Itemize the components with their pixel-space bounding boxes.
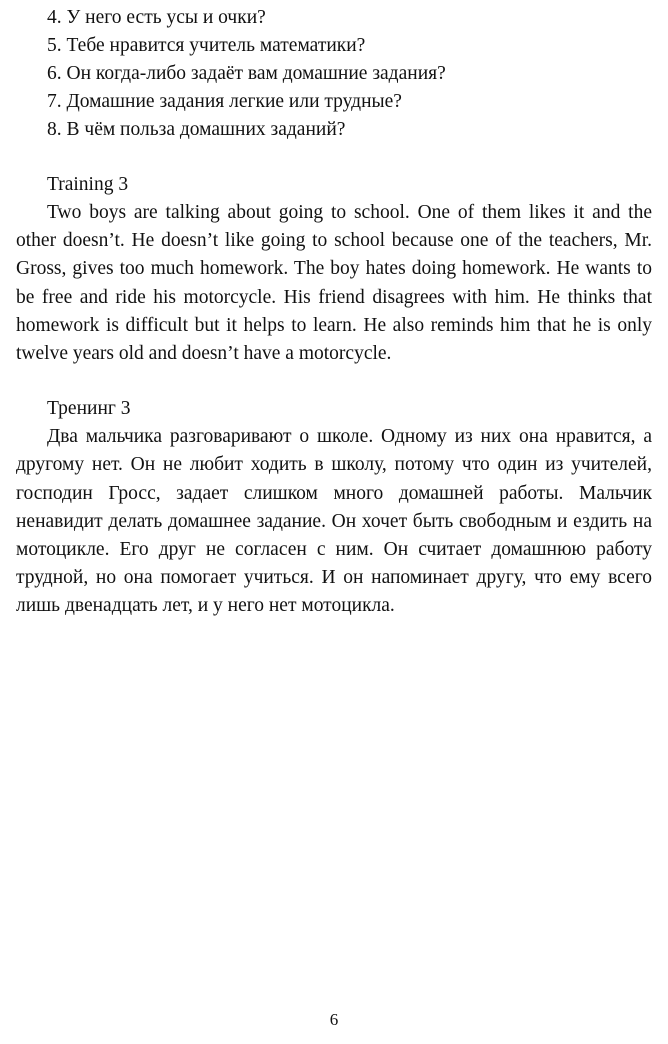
- trening-paragraph: Два мальчика разговаривают о школе. Одному из них она нравится, а другому нет. Он не любит ходить в школу, потому что один из учителей, господин Гросс, задает слишком много домашней работы. Мальчик ненавидит делать домашнее задание. Он хочет быть свободным и ездить на мотоцикле. Его друг не согласен с ним. Он считает домашнюю работу трудной, но она помогает учиться. И он напоминает другу, что ему всего лишь двенадцать лет, и у него нет мотоцикла.: [16, 426, 652, 617]
- question-item: 5. Тебе нравится учитель математики?: [47, 35, 366, 56]
- training-heading: Training 3: [47, 174, 129, 195]
- question-list: [16, 4, 652, 144]
- question-item: 7. Домашние задания легкие или трудные?: [47, 91, 402, 112]
- trening-heading: Тренинг 3: [47, 398, 131, 420]
- training-section: [16, 171, 652, 368]
- trening-section: [16, 395, 652, 620]
- question-item: 6. Он когда-либо задаёт вам домашние задания?: [47, 63, 446, 84]
- question-item: 4. У него есть усы и очки?: [47, 7, 266, 28]
- page-content: [16, 4, 652, 621]
- training-paragraph: Two boys are talking about going to school. One of them likes it and the other doesn’t. He doesn’t like going to school because one of the teachers, Mr. Gross, gives too much homework. The boy hates doing homework. He wants to be free and ride his motorcycle. His friend disagrees with him. He thinks that homework is difficult but it helps to learn. He also reminds him that he is only twelve years old and doesn’t have a motorcycle.: [16, 202, 652, 365]
- page-number: 6: [329, 1010, 339, 1029]
- question-item: 8. В чём польза домашних заданий?: [47, 119, 346, 140]
